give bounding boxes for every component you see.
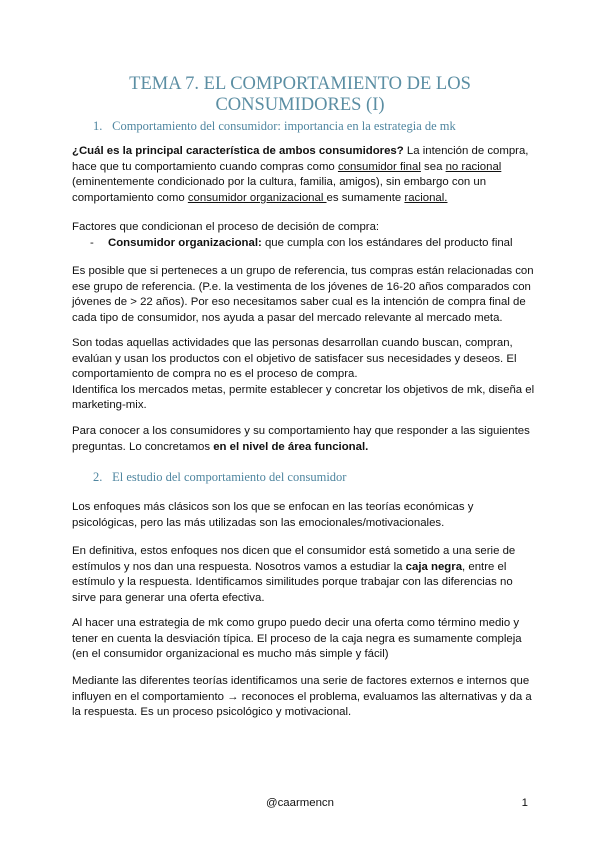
p5-bold-functional-level: en el nivel de área funcional.	[213, 440, 369, 453]
p8-line1: Al hacer una estrategia de mk como grupo puedo decir una oferta como término medio y	[72, 617, 520, 629]
p5-line1: Para conocer a los consumidores y su comportamiento hay que responder a las siguientes	[72, 425, 530, 437]
p3-line3: jóvenes de > 22 años). Por eso necesitamos saber cual es la intención de compra final de	[72, 296, 526, 309]
p6-line2: psicológicas, pero las más utilizadas son las emocionales/motivacionales.	[72, 516, 445, 529]
p4-line4: Identifica los mercados metas, permite establecer y concretar los objetivos de mk, diseña el	[72, 383, 535, 396]
title-line-2: CONSUMIDORES (I)	[215, 95, 385, 115]
p6-line1: Los enfoques más clásicos son los que se enfocan en las teorías económicas y	[72, 501, 474, 513]
paragraph-reference-group	[72, 264, 534, 326]
p7-line4: sirve para generar una oferta efectiva.	[72, 591, 265, 604]
p7-bold-caja-negra: caja negra	[405, 560, 463, 573]
footer-page-number: 1	[521, 797, 528, 809]
bullet-dash: -	[90, 237, 94, 249]
footer-author-handle: @caarmencn	[266, 797, 334, 809]
p9-line3: la respuesta. Es un proceso psicológico y motivacional.	[72, 706, 352, 719]
bullet-rest-text: que cumpla con los estándares del producto final	[261, 237, 513, 249]
p8-line2: tener en cuenta la desviación típica. El proceso de la caja negra es sumamente compleja	[72, 632, 522, 645]
section-1-title: Comportamiento del consumidor: importancia en la estrategia de mk	[112, 119, 456, 133]
p1-line4-a: comportamiento como	[72, 191, 188, 204]
p7-line2-a: estímulos y nos dan una respuesta. Nosotros vamos a estudiar la	[72, 560, 406, 573]
p5-line2-a: preguntas. Lo concretamos	[72, 440, 214, 453]
p1-line3: (eminentemente condicionado por la cultura, familia, amigos), sin embargo con un	[72, 176, 487, 189]
question-text: ¿Cuál es la principal característica de ambos consumidores?	[72, 145, 404, 157]
paragraph-black-box	[72, 544, 527, 606]
p9-line2: influyen en el comportamiento → reconoces el problema, evaluamos las alternativas y da a	[72, 690, 532, 703]
paragraph-activities-definition	[72, 336, 535, 414]
paragraph-theories	[72, 674, 532, 721]
section-2-heading	[93, 469, 346, 485]
p8-line3: (en el consumidor organizacional es mucho más simple y fácil)	[72, 648, 389, 661]
p3-line2: ese grupo de referencia. (P.e. la vestimenta de los jóvenes de 16-20 años comparados con	[72, 280, 531, 293]
p1-line1-rest: La intención de compra,	[403, 145, 529, 157]
underlined-no-racional: no racional	[445, 160, 502, 173]
p4-line1: Son todas aquellas actividades que las personas desarrollan cuando buscan, compran,	[72, 337, 513, 349]
factors-intro-text: Factores que condicionan el proceso de decisión de compra:	[72, 221, 380, 233]
document-title	[60, 74, 540, 116]
underlined-racional: racional.	[404, 191, 448, 204]
p1-line2-b: sea	[420, 160, 446, 173]
bullet-item-consumidor-organizacional	[90, 236, 530, 252]
p7-line2-b: , entre el	[462, 560, 507, 573]
p9-line1: Mediante las diferentes teorías identificamos una serie de factores externos e internos que	[72, 675, 530, 687]
p3-line1: Es posible que si perteneces a un grupo de referencia, tus compras están relacionadas con	[72, 265, 534, 277]
bullet-bold-label: Consumidor organizacional:	[108, 237, 262, 249]
paragraph-know-consumers	[72, 424, 530, 455]
section-2-title: El estudio del comportamiento del consumidor	[112, 470, 347, 484]
underlined-consumidor-final: consumidor final	[337, 160, 421, 173]
paragraph-consumer-characteristic	[72, 144, 527, 206]
underlined-consumidor-organizacional: consumidor organizacional	[187, 191, 327, 204]
p1-line2-a: hace que tu comportamiento cuando compras como	[72, 160, 338, 173]
p3-line4: cada tipo de consumidor, nos ayuda a pasar del mercado relevante al mercado meta.	[72, 311, 503, 324]
section-2-number: 2.	[93, 470, 103, 484]
paragraph-classic-approaches	[72, 500, 527, 531]
title-line-1: TEMA 7. EL COMPORTAMIENTO DE LOS	[129, 74, 471, 94]
section-1-number: 1.	[93, 119, 103, 133]
paragraph-factors-intro	[72, 220, 527, 236]
p1-line4-b: es sumamente	[326, 191, 405, 204]
p4-line3: comportamiento de compra no es el proceso de compra.	[72, 368, 358, 381]
p4-line2: evalúan y usan los productos con el objetivo de satisfacer sus necesidades y deseos. El	[72, 352, 517, 365]
section-1-heading	[93, 118, 456, 134]
p4-line5: marketing-mix.	[72, 399, 147, 412]
paragraph-group-strategy	[72, 616, 527, 663]
p7-line1: En definitiva, estos enfoques nos dicen que el consumidor está sometido a una serie de	[72, 545, 516, 557]
p7-line3: estímulo y la respuesta. Identificamos similitudes porque trabajar con las diferencias no	[72, 576, 513, 589]
